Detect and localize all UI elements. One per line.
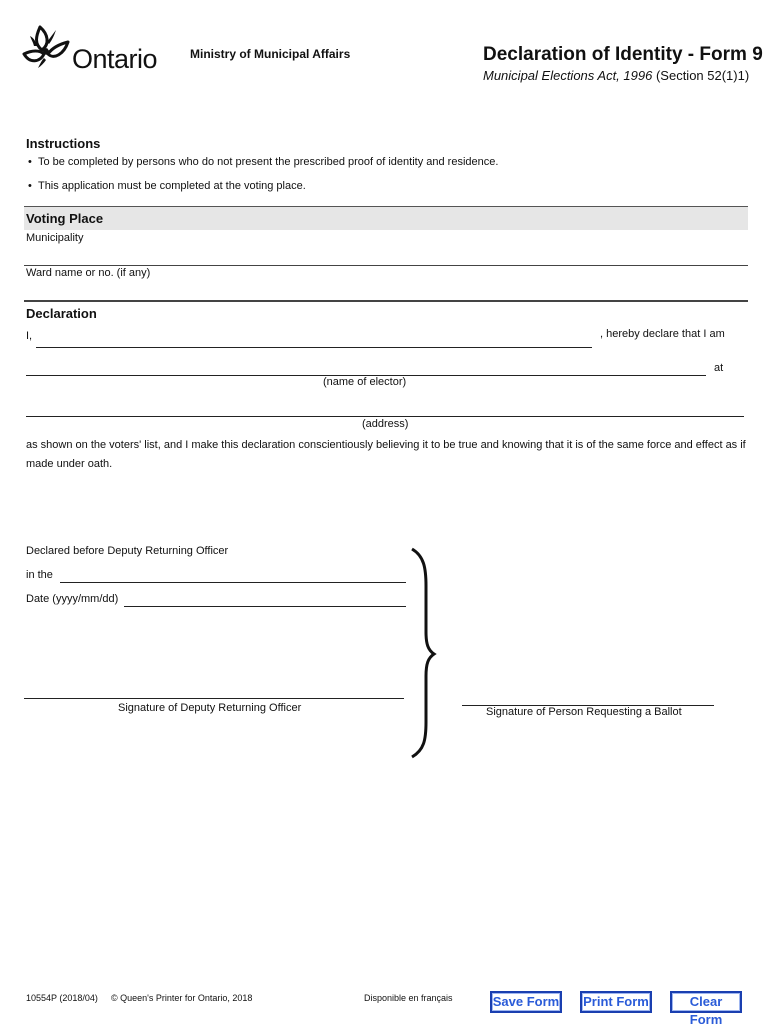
date-input[interactable] (124, 590, 406, 606)
dro-signature-caption: Signature of Deputy Returning Officer (118, 702, 302, 714)
bullet-icon: • (28, 180, 38, 192)
instruction-text: This application must be completed at the voting place. (37, 180, 306, 192)
instruction-item (28, 156, 498, 168)
print-form-button[interactable]: Print Form (580, 991, 652, 1013)
act-name: Municipal Elections Act, 1996 (483, 68, 653, 83)
french-availability: Disponible en français (364, 993, 453, 1003)
brace-icon (404, 546, 438, 760)
divider (24, 300, 748, 302)
trillium-logo-icon (20, 24, 74, 74)
instruction-item (28, 180, 306, 192)
declaration-statement: as shown on the voters' list, and I make this declaration conscientiously believing it to be true and knowing that it is of the same force and effect as if made under oath. (26, 439, 746, 470)
ministry-name: Ministry of Municipal Affairs (190, 47, 351, 61)
voting-place-bar (24, 206, 748, 230)
municipality-label: Municipality (26, 232, 84, 244)
form-title: Declaration of Identity - Form 9 (483, 44, 763, 65)
at-text: at (714, 362, 724, 374)
declarant-name-input[interactable] (36, 331, 592, 347)
in-the-line (60, 582, 406, 583)
save-form-button[interactable]: Save Form (490, 991, 562, 1013)
declarant-name-line (36, 347, 592, 348)
elector-caption: (name of elector) (323, 376, 407, 388)
address-line (26, 416, 744, 417)
municipality-input[interactable] (26, 246, 746, 264)
date-line (124, 606, 406, 607)
ward-input[interactable] (26, 281, 746, 299)
in-the-label: in the (26, 569, 53, 581)
copyright: © Queen's Printer for Ontario, 2018 (111, 993, 253, 1003)
person-signature-caption: Signature of Person Requesting a Ballot (486, 706, 682, 718)
bullet-icon: • (28, 156, 38, 168)
date-label: Date (yyyy/mm/dd) (26, 593, 119, 605)
declaration-heading: Declaration (26, 306, 97, 321)
clear-form-button[interactable]: Clear Form (670, 991, 742, 1013)
form-number: 10554P (2018/04) (26, 993, 98, 1003)
voting-place-heading: Voting Place (26, 211, 104, 226)
act-section: (Section 52(1)1) (655, 68, 750, 83)
elector-name-input[interactable] (26, 359, 706, 375)
in-the-input[interactable] (60, 566, 406, 582)
divider (24, 265, 748, 266)
declared-before-label: Declared before Deputy Returning Officer (26, 545, 229, 557)
dro-signature-line (24, 698, 404, 699)
ward-label: Ward name or no. (if any) (26, 267, 151, 279)
hereby-text: , hereby declare that I am (600, 328, 725, 340)
instructions-heading: Instructions (26, 136, 101, 151)
declaration-prefix: I, (26, 330, 33, 342)
address-input[interactable] (26, 400, 744, 416)
ontario-wordmark: Ontario (72, 44, 158, 74)
act-reference (483, 68, 749, 83)
address-caption: (address) (362, 418, 409, 430)
instruction-text: To be completed by persons who do not present the prescribed proof of identity and residence. (37, 156, 499, 168)
